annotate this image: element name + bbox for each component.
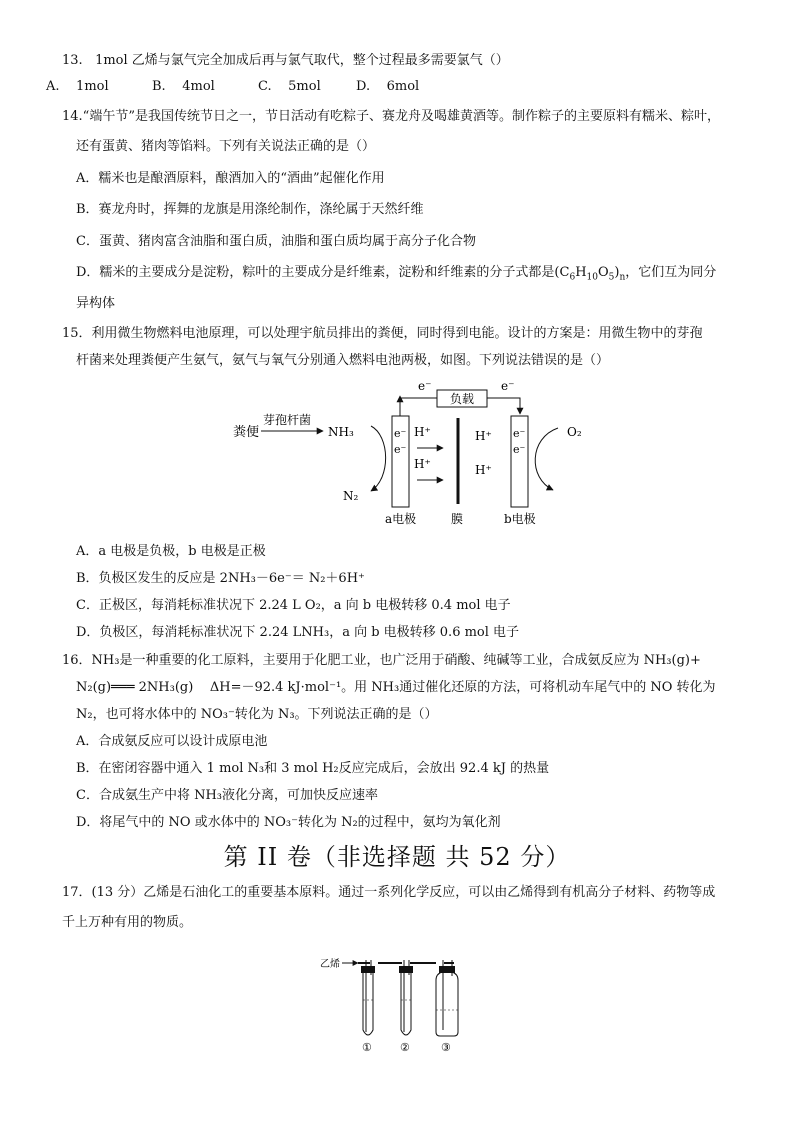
ethylene-label: 乙烯 bbox=[320, 959, 340, 970]
q13-option-c: C. 5mol bbox=[258, 79, 321, 94]
q14-option-d-sub1: 6 bbox=[569, 272, 576, 283]
electrode-b-e1: e⁻ bbox=[513, 427, 526, 440]
q15-stem-line1: 15．利用微生物燃料电池原理，可以处理宇航员排出的粪便，同时得到电能。设计的方案是：用微生物中的芽孢 bbox=[62, 326, 703, 341]
q15-option-c: C．正极区，每消耗标准状况下 2.24 L O₂，a 向 b 电极转移 0.4 mol 电子 bbox=[76, 598, 511, 613]
electrode-a-label: a电极 bbox=[385, 512, 417, 526]
apparatus-label-1: ① bbox=[362, 1041, 372, 1054]
q15-stem-line2: 杆菌来处理粪便产生氨气，氨气与氧气分别通入燃料电池两极，如图。下列说法错误的是（） bbox=[76, 353, 610, 368]
test-tube-1 bbox=[363, 972, 373, 1035]
apparatus-label-3: ③ bbox=[441, 1041, 451, 1054]
q16-option-a: A．合成氨反应可以设计成原电池 bbox=[76, 734, 268, 749]
q14-option-d-line2: 异构体 bbox=[76, 296, 116, 311]
o2-label: O₂ bbox=[567, 425, 582, 439]
gas-bottle-3 bbox=[436, 972, 458, 1036]
q14-option-d-mid1: H bbox=[575, 265, 587, 280]
q14-option-d-post: ，它们互为同分 bbox=[625, 265, 717, 280]
nh3-label: NH₃ bbox=[328, 425, 354, 439]
q16-line2: N₂(g)═══ 2NH₃(g) ΔH=－92.4 kJ·mol⁻¹。用 NH₃通过催化还原的方法，可将机动车尾气中的 NO 转化为 bbox=[76, 680, 716, 695]
q14-stem-line1: 14.“端午节”是我国传统节日之一，节日活动有吃粽子、赛龙舟及喝雄黄酒等。制作粽子的主要原料有糯米、粽叶， bbox=[62, 109, 720, 124]
electrode-b-e2: e⁻ bbox=[513, 443, 526, 456]
q16-line3: N₂，也可将水体中的 NO₃⁻转化为 N₃。下列说法正确的是（） bbox=[76, 707, 438, 722]
ethylene-apparatus-diagram bbox=[318, 950, 478, 1054]
electron-right-label: e⁻ bbox=[501, 379, 515, 393]
bottle-3-liquid bbox=[436, 1010, 458, 1036]
q17-line1: 17．(13 分）乙烯是石油化工的重要基本原料。通过一系列化学反应，可以由乙烯得到有机高分子材料、药物等成 bbox=[62, 885, 716, 900]
h-plus-b2: H⁺ bbox=[475, 463, 492, 477]
q15-option-b: B．负极区发生的反应是 2NH₃－6e⁻＝ N₂＋6H⁺ bbox=[76, 571, 365, 586]
wire-right bbox=[487, 398, 520, 414]
feces-label: 粪便 bbox=[233, 425, 260, 440]
q14-option-d-pre: D．糯米的主要成分是淀粉，粽叶的主要成分是纤维素，淀粉和纤维素的分子式都是(C bbox=[76, 265, 570, 280]
h-plus-a2: H⁺ bbox=[414, 457, 431, 471]
fuel-cell-diagram bbox=[225, 378, 595, 530]
bottle-3-stopper bbox=[439, 966, 455, 973]
tube-1-liquid bbox=[363, 1000, 373, 1035]
q16-option-b: B．在密闭容器中通入 1 mol N₃和 3 mol H₂反应完成后，会放出 92.4 kJ 的热量 bbox=[76, 761, 550, 776]
q14-option-b: B．赛龙舟时，挥舞的龙旗是用涤纶制作，涤纶属于天然纤维 bbox=[76, 202, 424, 217]
q16-option-c: C．合成氨生产中将 NH₃液化分离，可加快反应速率 bbox=[76, 788, 379, 803]
membrane-label: 膜 bbox=[451, 512, 464, 526]
o2-curve bbox=[535, 428, 558, 490]
q15-option-a: A．a 电极是负极，b 电极是正极 bbox=[76, 544, 266, 559]
q14-option-a: A．糯米也是酿酒原料，酿酒加入的“酒曲”起催化作用 bbox=[76, 171, 385, 186]
electrode-a-e1: e⁻ bbox=[394, 427, 407, 440]
q14-option-d-sub3: 5 bbox=[608, 272, 615, 283]
q13-option-b: B. 4mol bbox=[152, 79, 215, 94]
tube-2-liquid bbox=[401, 1000, 411, 1035]
q13-option-a: A. 1mol bbox=[46, 79, 109, 94]
h-plus-a1: H⁺ bbox=[414, 425, 431, 439]
q13-stem: 13. 1mol 乙烯与氯气完全加成后再与氯气取代，整个过程最多需要氯气（） bbox=[62, 53, 509, 68]
electrode-a-e2: e⁻ bbox=[394, 443, 407, 456]
q14-option-d-sub2: 10 bbox=[586, 272, 598, 283]
q14-option-d-sub4: n bbox=[619, 272, 626, 283]
wire-left bbox=[400, 398, 437, 416]
electrode-b-label: b电极 bbox=[504, 512, 536, 526]
q14-stem-line2: 还有蛋黄、猪肉等馅料。下列有关说法正确的是（） bbox=[76, 139, 376, 154]
q16-line1: 16．NH₃是一种重要的化工原料，主要用于化肥工业，也广泛用于硝酸、纯碱等工业，合成氨反应为 NH₃(g)+ bbox=[62, 653, 701, 668]
nh3-curve bbox=[371, 426, 386, 491]
q17-line2: 千上万种有用的物质。 bbox=[62, 915, 193, 930]
h-plus-b1: H⁺ bbox=[475, 429, 492, 443]
bacillus-label: 芽孢杆菌 bbox=[263, 413, 312, 427]
electron-left-label: e⁻ bbox=[418, 379, 432, 393]
n2-label: N₂ bbox=[343, 489, 359, 503]
q14-option-d bbox=[76, 264, 716, 282]
q14-option-c: C．蛋黄、猪肉富含油脂和蛋白质，油脂和蛋白质均属于高分子化合物 bbox=[76, 234, 476, 249]
q13-option-d: D. 6mol bbox=[356, 79, 420, 94]
test-tube-2 bbox=[401, 972, 411, 1035]
tube-2-stopper bbox=[399, 966, 413, 973]
q16-option-d: D．将尾气中的 NO 或水体中的 NO₃⁻转化为 N₂的过程中，氨均为氧化剂 bbox=[76, 815, 501, 830]
q14-option-d-mid3: ) bbox=[614, 265, 620, 280]
apparatus-label-2: ② bbox=[400, 1041, 410, 1054]
load-label: 负载 bbox=[449, 392, 475, 406]
tube-1-stopper bbox=[361, 966, 375, 973]
q14-option-d-mid2: O bbox=[597, 265, 609, 280]
q15-option-d: D．负极区，每消耗标准状况下 2.24 LNH₃，a 向 b 电极转移 0.6 mol 电子 bbox=[76, 625, 520, 640]
section-2-title: 第 II 卷（非选择题 共 52 分） bbox=[223, 843, 571, 871]
